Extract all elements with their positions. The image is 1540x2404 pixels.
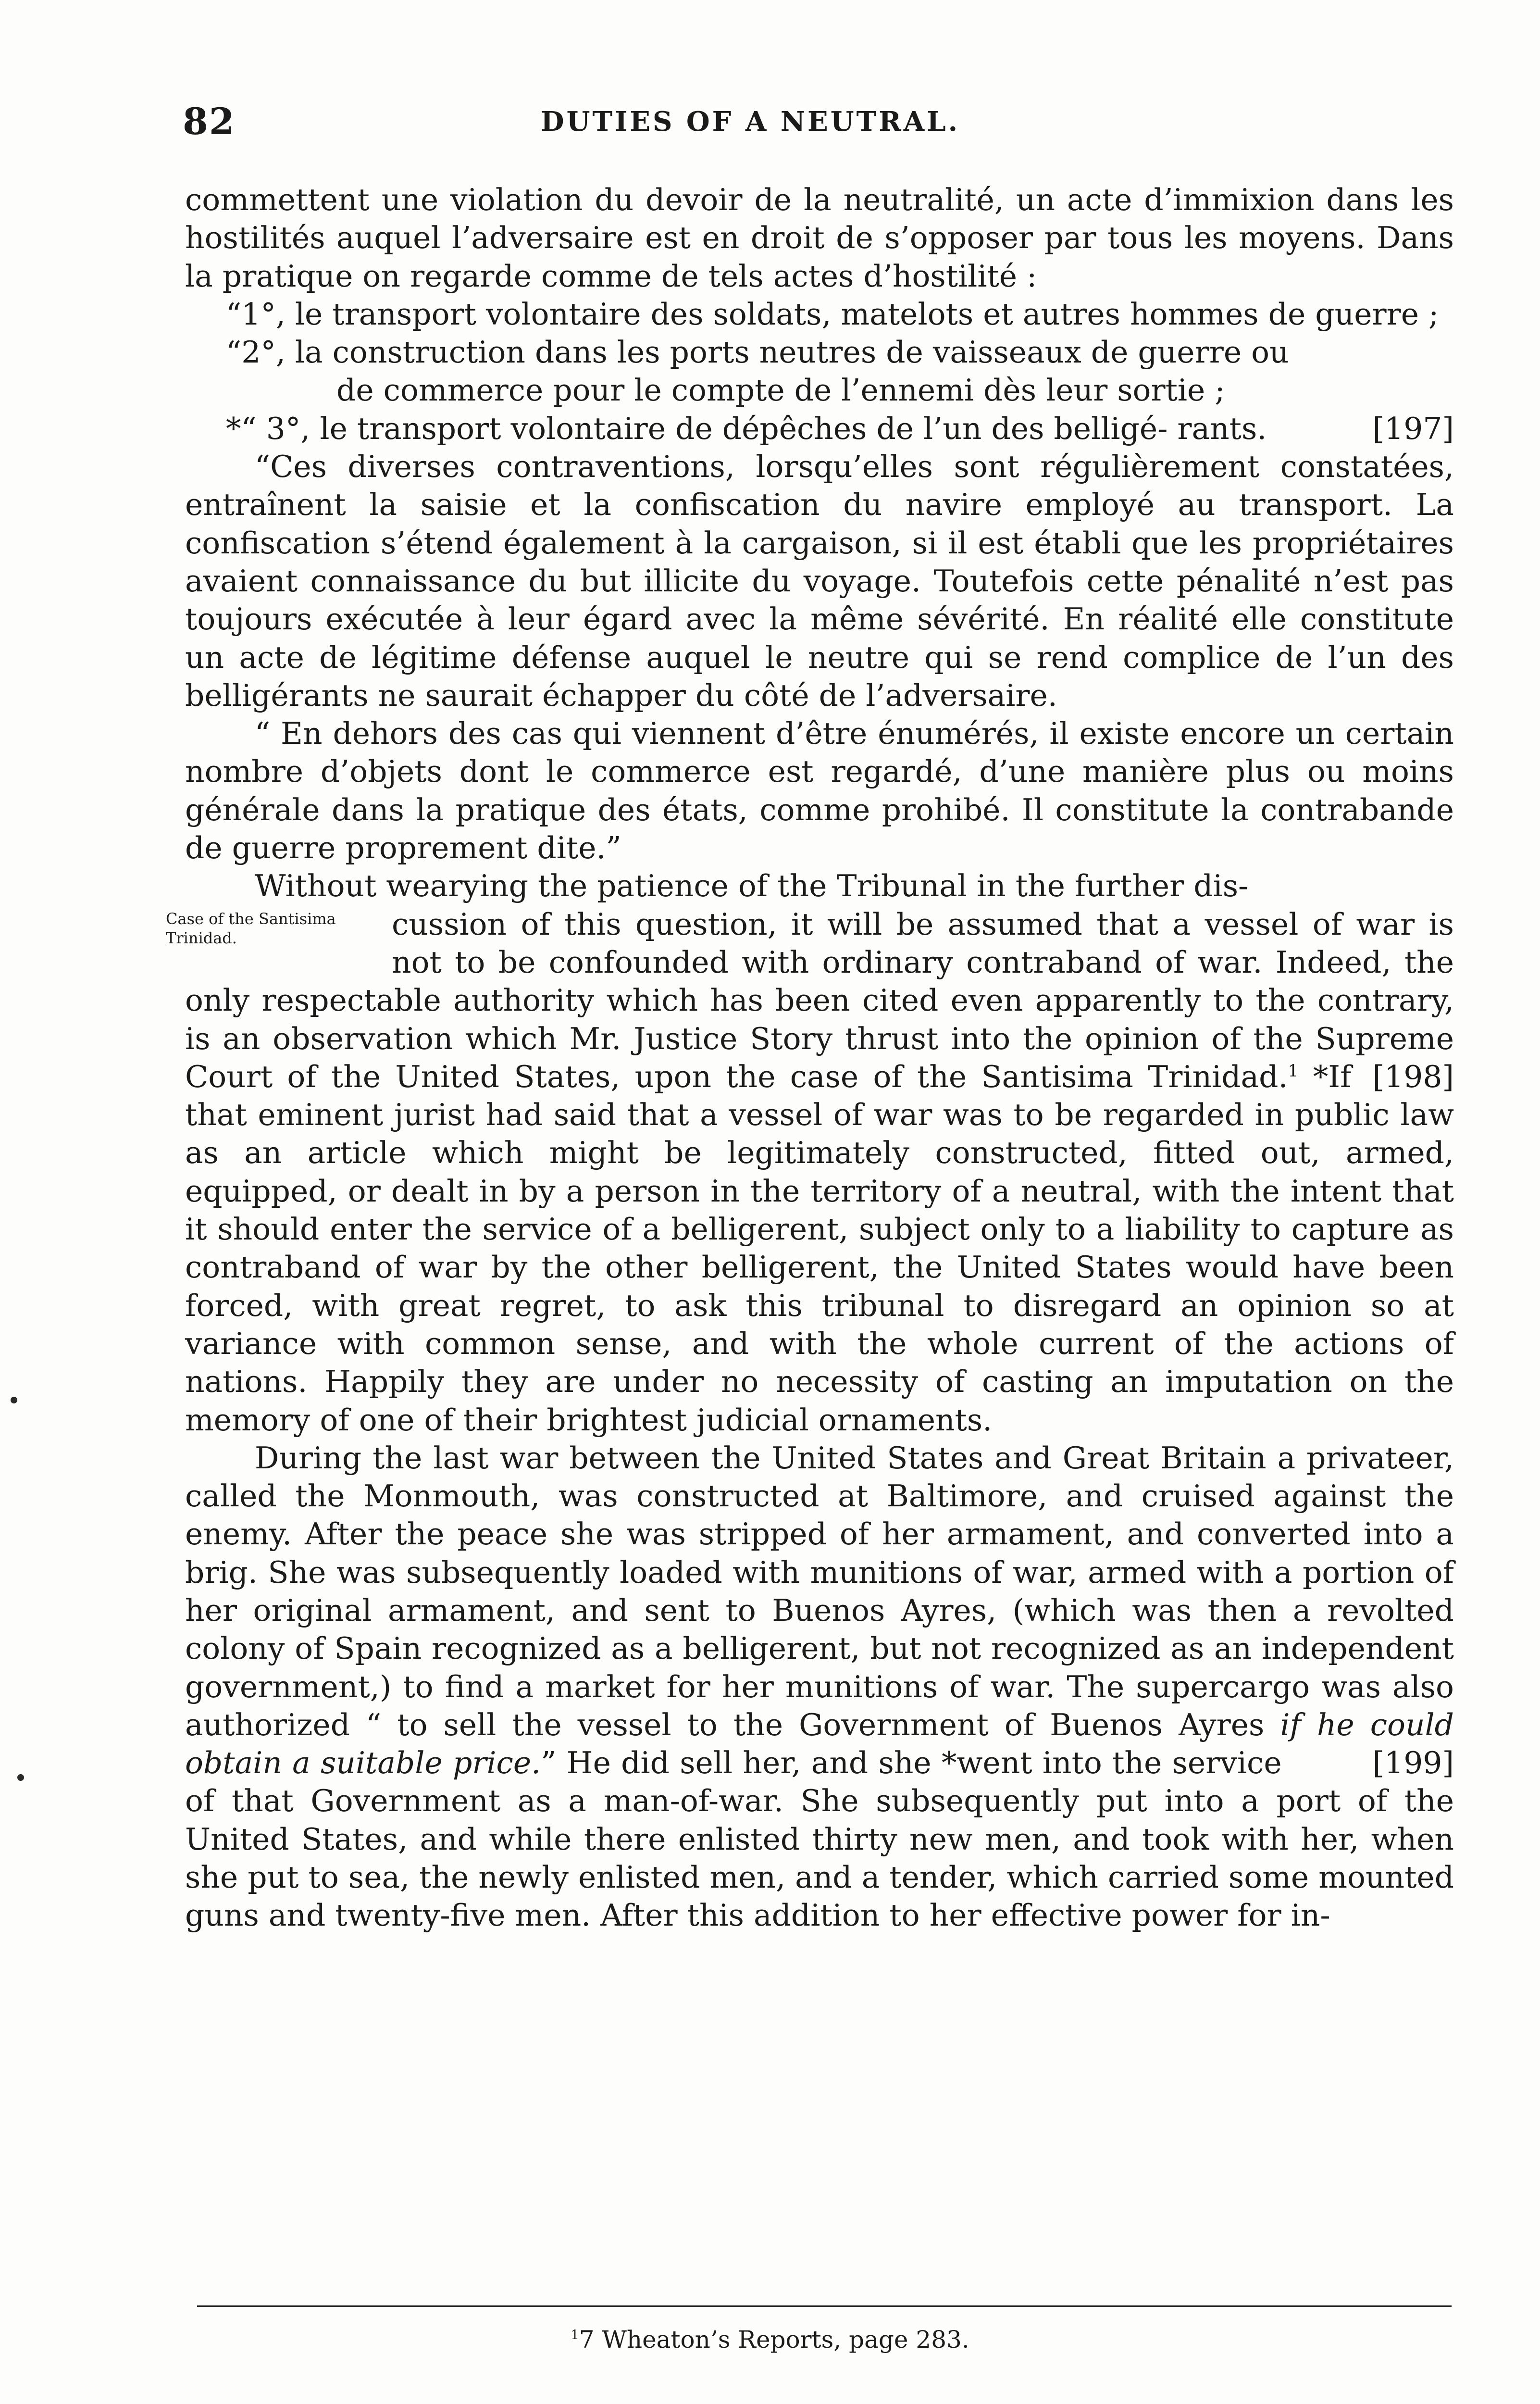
body-text: [166, 181, 1454, 1935]
paragraph-5-text-a: During the last war between the United States and Great Britain a privateer, called the Monmouth, was constructed at Baltimore, and cruised against the enemy. After the peace she was stripped of her armament, and converted into a brig. She was subsequently loaded with munitions of war, armed with a portion of her original armament, and sent to Buenos Ayres, (which was then a revolted colony of Spain recognized as a belligerent, but not recognized as an independent government,) to find a market for her munitions of war. The supercargo was also authorized “ to sell the vessel to the Government of Buenos Ayres: [185, 1440, 1454, 1742]
page-header: [183, 100, 1452, 153]
paragraph-4-text-a: cussion of this question, it will be assumed that a vessel of war is not to be confounded with ordinary contraband of war. Indeed, the only respectable authority which has been cited even apparently to the contrary, is an observation which Mr. Justice Story thrust into the opinion of the Supreme Court of the United States, upon the case of the Santisima Trinidad.: [185, 906, 1454, 1094]
paragraph-1: commettent une violation du devoir de la neutralité, un acte d’immixion dans les hostilités auquel l’adversaire est en droit de s’opposer par tous les moyens. Dans la pratique on regarde comme de tels actes d’hostilité :: [185, 182, 1454, 294]
paragraph-3: “ En dehors des cas qui viennent d’être énumérés, il existe encore un certain nombre d’objets dont le commerce est regardé, d’une manière plus ou moins générale dans la pratique des états, comme prohibé. Il constitute la contrabande de guerre proprement dite.”: [185, 716, 1454, 866]
stray-mark-dot: [11, 1397, 17, 1403]
paragraph-item-2: [185, 333, 1454, 410]
paragraph-4-first-line: Without wearying the patience of the Tribunal in the further dis-: [254, 868, 1249, 904]
paragraph-item-1: “1°, le transport volontaire des soldats, matelots et autres hommes de guerre ;: [226, 296, 1439, 332]
paragraph-2: “Ces diverses contraventions, lorsqu’elles sont régulièrement constatées, entraînent la saisie et la confiscation du navire employé au transport. La confiscation s’étend également à la cargaison, si il est établi que les propriétaires avaient connaissance du but illicite du voyage. Toutefois cette pénalité n’est pas toujours exécutée à leur égard avec la même sévérité. En réalité elle constitute un acte de légitime défense auquel le neutre qui se rend complice de l’un des belligérants ne saurait échapper du côté de l’adversaire.: [185, 449, 1454, 713]
footnote-rule: [197, 2305, 1452, 2307]
running-head: DUTIES OF A NEUTRAL.: [541, 106, 960, 138]
footnote-marker: 1: [1288, 1061, 1299, 1081]
paragraph-4-text-b: *If that eminent jurist had said that a vessel of war was to be regarded in public law as an article which might be legitimately constructed, fitted out, armed, equipped, or dealt in by a person in the territory of a neutral, with the intent that it should enter the service of a belligerent, subject only to a liability to capture as contraband of war by the other belligerent, the United States would have been forced, with great regret, to ask this tribunal to disregard an opinion so at variance with common sense, and with the whole current of the actions of nations. Happily they are under no necessity of casting an imputation on the memory of one of their brightest judicial ornaments.: [185, 1059, 1454, 1438]
paragraph-5-italic: if he could obtain a suitable price.: [185, 1707, 1454, 1781]
star-page-ref-197: [197]: [1372, 411, 1454, 446]
item-3-text: *“ 3°, le transport volontaire de dépêches de l’un des belligé- rants.: [226, 411, 1267, 446]
paragraph-item-3: [185, 410, 1454, 448]
stray-mark-dot: [17, 1774, 24, 1781]
footnote-text: 7 Wheaton’s Reports, page 283.: [579, 2326, 969, 2354]
footnote: [0, 2325, 1540, 2354]
item-2-line-1: “2°, la construction dans les ports neutres de vaisseaux de guerre ou: [226, 335, 1289, 370]
star-page-ref-198: [198]: [1372, 1059, 1454, 1094]
margin-note: Case of the Santisima Trinidad.: [166, 909, 336, 947]
page-number: 82: [183, 100, 236, 143]
footnote-number: 1: [571, 2327, 579, 2343]
star-page-ref-199: [199]: [1372, 1745, 1454, 1781]
paragraph-5: [185, 1439, 1454, 1935]
item-2-line-2: de commerce pour le compte de l’ennemi dès leur sortie ;: [336, 373, 1225, 408]
paragraph-5-text-b: ” He did sell her, and she *went into the service of that Government as a man-of-war. She subsequently put into a port of the United States, and while there enlisted thirty new men, and took with her, when she put to sea, the newly enlisted men, and a tender, which carried some mounted guns and twenty-five men. After this addition to her effective power for in-: [185, 1745, 1454, 1933]
paragraph-4: [166, 905, 1454, 1439]
